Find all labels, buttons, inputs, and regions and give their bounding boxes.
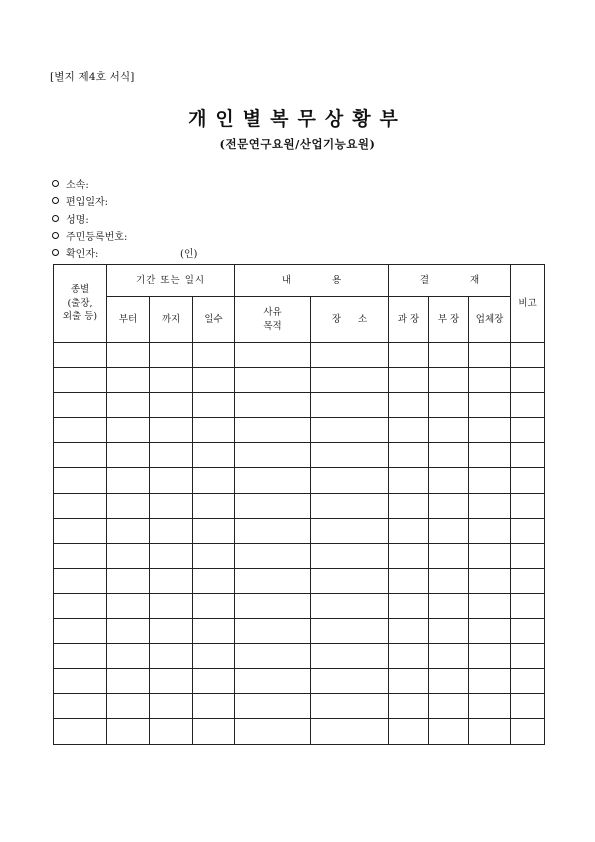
table-row (54, 619, 545, 644)
table-row (54, 468, 545, 493)
table-cell[interactable] (235, 669, 311, 694)
table-cell[interactable] (235, 719, 311, 744)
table-cell[interactable] (54, 719, 107, 744)
seal-mark: (인) (180, 249, 198, 261)
table-cell[interactable] (429, 443, 469, 468)
info-fields (52, 175, 198, 261)
table-cell[interactable] (150, 418, 193, 443)
table-row (54, 368, 545, 393)
table-cell[interactable] (107, 343, 150, 368)
table-cell[interactable] (150, 543, 193, 568)
table-cell[interactable] (150, 368, 193, 393)
table-cell[interactable] (469, 568, 511, 593)
table-cell[interactable] (429, 393, 469, 418)
table-row (54, 568, 545, 593)
table-cell[interactable] (150, 619, 193, 644)
table-cell[interactable] (54, 593, 107, 618)
table-cell[interactable] (389, 619, 429, 644)
table-cell[interactable] (469, 543, 511, 568)
reason-header-line: 목적 (263, 320, 282, 332)
table-body (54, 343, 545, 745)
section-chief-header-cell: 과 장 (389, 297, 429, 343)
table-cell[interactable] (107, 593, 150, 618)
type-header-cell (54, 265, 107, 343)
table-row (54, 593, 545, 618)
table-cell[interactable] (429, 468, 469, 493)
table-cell[interactable] (193, 418, 235, 443)
table-cell[interactable] (311, 393, 389, 418)
status-table (53, 264, 545, 745)
table-cell[interactable] (311, 644, 389, 669)
table-cell[interactable] (429, 568, 469, 593)
table-row (54, 719, 545, 744)
table-cell[interactable] (311, 368, 389, 393)
table-cell[interactable] (511, 644, 545, 669)
table-cell[interactable] (193, 719, 235, 744)
circle-bullet-icon (52, 180, 59, 187)
field-name (52, 210, 127, 227)
company-head-header-cell: 업체장 (469, 297, 511, 343)
type-header-line: (출장, (67, 297, 93, 309)
table-cell[interactable] (469, 644, 511, 669)
table-cell[interactable] (150, 568, 193, 593)
table-cell[interactable] (511, 468, 545, 493)
table-cell[interactable] (235, 644, 311, 669)
table-cell[interactable] (389, 593, 429, 618)
table-cell[interactable] (54, 418, 107, 443)
table-cell[interactable] (469, 719, 511, 744)
table-cell[interactable] (54, 669, 107, 694)
table-cell[interactable] (235, 518, 311, 543)
table-cell[interactable] (469, 368, 511, 393)
field-label: 성명: (66, 214, 89, 226)
table-cell[interactable] (54, 493, 107, 518)
table-cell[interactable] (469, 443, 511, 468)
reason-header-line: 사유 (263, 306, 282, 318)
table-cell[interactable] (389, 669, 429, 694)
table-cell[interactable] (389, 393, 429, 418)
table-cell[interactable] (193, 468, 235, 493)
table-cell[interactable] (389, 343, 429, 368)
table-cell[interactable] (429, 619, 469, 644)
table-cell[interactable] (389, 694, 429, 719)
table-cell[interactable] (235, 493, 311, 518)
table-cell[interactable] (469, 518, 511, 543)
table-cell[interactable] (54, 468, 107, 493)
table-row (54, 418, 545, 443)
reason-header-cell (235, 297, 311, 343)
circle-bullet-icon (52, 197, 59, 204)
table-cell[interactable] (54, 644, 107, 669)
table-cell[interactable] (389, 543, 429, 568)
table-row (54, 443, 545, 468)
table-cell[interactable] (54, 518, 107, 543)
table-cell[interactable] (511, 719, 545, 744)
table-cell[interactable] (107, 393, 150, 418)
table-row (54, 694, 545, 719)
table-cell[interactable] (469, 493, 511, 518)
table-cell[interactable] (311, 593, 389, 618)
field-label: 소속: (66, 180, 89, 192)
table-cell[interactable] (193, 543, 235, 568)
table-cell[interactable] (429, 719, 469, 744)
table-row (54, 518, 545, 543)
field-label: 확인자: (66, 249, 99, 261)
circle-bullet-icon (52, 215, 59, 222)
table-cell[interactable] (150, 719, 193, 744)
table-cell[interactable] (511, 593, 545, 618)
table-cell[interactable] (389, 493, 429, 518)
table-cell[interactable] (150, 468, 193, 493)
table-cell[interactable] (107, 669, 150, 694)
table-cell[interactable] (150, 343, 193, 368)
table-cell[interactable] (511, 393, 545, 418)
place-header-cell: 장 소 (311, 297, 389, 343)
table-cell[interactable] (107, 619, 150, 644)
table-cell[interactable] (193, 644, 235, 669)
table-cell[interactable] (107, 694, 150, 719)
table-cell[interactable] (311, 543, 389, 568)
table-row (54, 493, 545, 518)
table-cell[interactable] (235, 468, 311, 493)
table-cell[interactable] (150, 593, 193, 618)
form-number-label: [별지 제4호 서식] (50, 71, 135, 83)
table-cell[interactable] (389, 719, 429, 744)
table-row (54, 669, 545, 694)
table-cell[interactable] (469, 393, 511, 418)
table-cell[interactable] (193, 343, 235, 368)
field-label: 편입일자: (66, 197, 109, 209)
table-cell[interactable] (54, 543, 107, 568)
table-cell[interactable] (150, 644, 193, 669)
table-cell[interactable] (193, 619, 235, 644)
table-cell[interactable] (511, 669, 545, 694)
table-cell[interactable] (235, 393, 311, 418)
type-header-line: 외출 등) (62, 311, 98, 323)
table-cell[interactable] (235, 543, 311, 568)
table-cell[interactable] (389, 568, 429, 593)
table-cell[interactable] (150, 694, 193, 719)
table-cell[interactable] (235, 568, 311, 593)
table-cell[interactable] (389, 468, 429, 493)
table-cell[interactable] (311, 719, 389, 744)
table-cell[interactable] (193, 443, 235, 468)
table-cell[interactable] (469, 343, 511, 368)
table-cell[interactable] (107, 468, 150, 493)
table-cell[interactable] (429, 518, 469, 543)
table-cell[interactable] (235, 443, 311, 468)
table-cell[interactable] (311, 418, 389, 443)
table-cell[interactable] (311, 568, 389, 593)
table-cell[interactable] (54, 443, 107, 468)
circle-bullet-icon (52, 232, 59, 239)
table-cell[interactable] (429, 644, 469, 669)
table-cell[interactable] (107, 568, 150, 593)
table-cell[interactable] (311, 443, 389, 468)
table-cell[interactable] (511, 418, 545, 443)
table-cell[interactable] (429, 694, 469, 719)
table-row (54, 644, 545, 669)
field-affiliation (52, 175, 127, 192)
table-cell[interactable] (429, 493, 469, 518)
table-cell[interactable] (429, 593, 469, 618)
type-header-line: 종별 (70, 283, 90, 295)
table-cell[interactable] (311, 619, 389, 644)
table-cell[interactable] (235, 694, 311, 719)
table-cell[interactable] (311, 343, 389, 368)
table-cell[interactable] (311, 669, 389, 694)
table-cell[interactable] (311, 493, 389, 518)
from-header-cell: 부터 (107, 297, 150, 343)
table-cell[interactable] (235, 368, 311, 393)
table-cell[interactable] (511, 518, 545, 543)
table-cell[interactable] (107, 443, 150, 468)
table-cell[interactable] (429, 368, 469, 393)
table-cell[interactable] (107, 719, 150, 744)
table-cell[interactable] (193, 493, 235, 518)
table-cell[interactable] (389, 443, 429, 468)
table-cell[interactable] (54, 694, 107, 719)
table-cell[interactable] (54, 568, 107, 593)
table-cell[interactable] (429, 418, 469, 443)
table-cell[interactable] (511, 493, 545, 518)
table-cell[interactable] (235, 619, 311, 644)
table-cell[interactable] (150, 518, 193, 543)
table-cell[interactable] (193, 368, 235, 393)
table-cell[interactable] (511, 543, 545, 568)
page-title: 개인별복무상황부 (188, 108, 407, 130)
field-resident-number (52, 227, 127, 244)
table-cell[interactable] (511, 568, 545, 593)
table-row (54, 393, 545, 418)
table-cell[interactable] (429, 343, 469, 368)
table-cell[interactable] (511, 368, 545, 393)
table-cell[interactable] (54, 393, 107, 418)
table-row (54, 343, 545, 368)
content-header-cell: 내 용 (235, 265, 389, 297)
table-cell[interactable] (107, 493, 150, 518)
table-cell[interactable] (193, 393, 235, 418)
days-header-cell: 일수 (193, 297, 235, 343)
table-cell[interactable] (107, 644, 150, 669)
table-cell[interactable] (389, 418, 429, 443)
table-cell[interactable] (429, 543, 469, 568)
table-cell[interactable] (54, 619, 107, 644)
table-cell[interactable] (193, 518, 235, 543)
circle-bullet-icon (52, 249, 59, 256)
table-cell[interactable] (429, 669, 469, 694)
table-cell[interactable] (193, 568, 235, 593)
table-cell[interactable] (193, 593, 235, 618)
table-cell[interactable] (150, 493, 193, 518)
table-cell[interactable] (469, 418, 511, 443)
table-cell[interactable] (150, 669, 193, 694)
table-cell[interactable] (54, 343, 107, 368)
table-cell[interactable] (469, 593, 511, 618)
table-cell[interactable] (193, 694, 235, 719)
to-header-cell: 까지 (150, 297, 193, 343)
table-cell[interactable] (389, 368, 429, 393)
table-cell[interactable] (469, 468, 511, 493)
remarks-header-cell: 비고 (511, 265, 545, 343)
table-cell[interactable] (235, 343, 311, 368)
table-cell[interactable] (389, 644, 429, 669)
table-cell[interactable] (54, 368, 107, 393)
table-cell[interactable] (469, 669, 511, 694)
field-confirmer (52, 244, 198, 261)
page-subtitle: (전문연구요원/산업기능요원) (219, 137, 376, 151)
table-cell[interactable] (511, 619, 545, 644)
table-cell[interactable] (193, 669, 235, 694)
table-cell[interactable] (107, 418, 150, 443)
table-cell[interactable] (311, 694, 389, 719)
dept-head-header-cell: 부 장 (429, 297, 469, 343)
table-cell[interactable] (150, 443, 193, 468)
approval-header-cell: 결 재 (389, 265, 511, 297)
table-cell[interactable] (311, 468, 389, 493)
table-cell[interactable] (235, 418, 311, 443)
table-row (54, 543, 545, 568)
table-cell[interactable] (107, 543, 150, 568)
table-cell[interactable] (511, 343, 545, 368)
period-header-cell: 기간 또는 일시 (107, 265, 235, 297)
table-cell[interactable] (150, 393, 193, 418)
field-label: 주민등록번호: (66, 232, 128, 244)
table-cell[interactable] (107, 518, 150, 543)
table-cell[interactable] (511, 443, 545, 468)
table-cell[interactable] (469, 694, 511, 719)
table-cell[interactable] (469, 619, 511, 644)
table-cell[interactable] (107, 368, 150, 393)
table-cell[interactable] (511, 694, 545, 719)
table-cell[interactable] (235, 593, 311, 618)
table-cell[interactable] (311, 518, 389, 543)
table-cell[interactable] (389, 518, 429, 543)
field-enlistment-date (52, 192, 127, 209)
